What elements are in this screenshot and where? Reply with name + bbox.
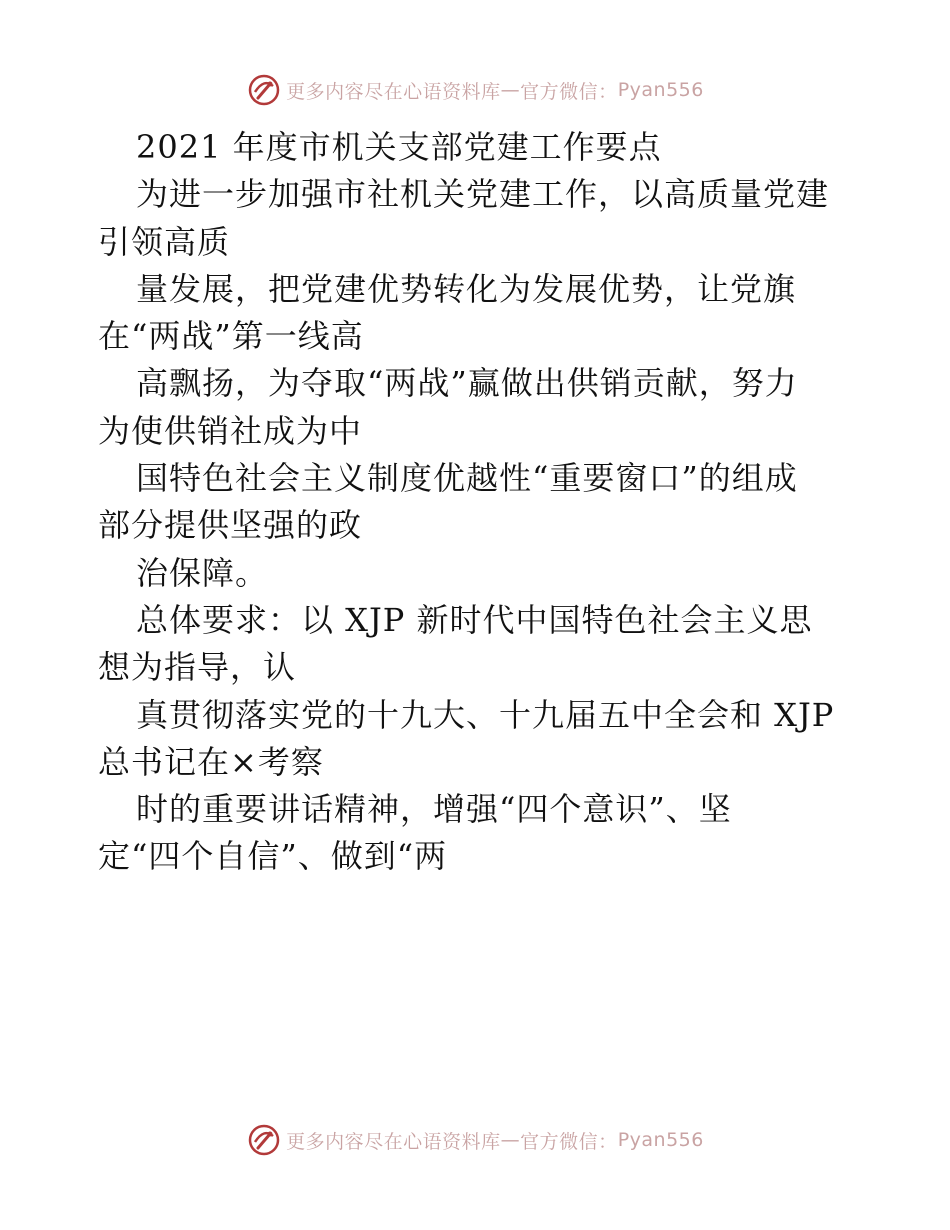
text-line: 在“两战”第一线高 (98, 317, 364, 356)
watermark-contact-id: Pyan556 (617, 79, 704, 101)
watermark-contact-label: 官方微信： (520, 1130, 618, 1153)
text-line: 高飘扬，为夺取“两战”赢做出供销贡献，努力 (136, 364, 798, 403)
watermark-contact-label: 官方微信： (520, 80, 618, 103)
watermark-text: 更多内容尽在心语资料库 (286, 80, 501, 103)
text-line: 总体要求：以 XJP 新时代中国特色社会主义思 (136, 600, 813, 639)
text-line: 为进一步加强市社机关党建工作，以高质量党建 (136, 175, 830, 214)
text-line: 量发展，把党建优势转化为发展优势，让党旗 (136, 269, 797, 308)
text-line: 真贯彻落实党的十九大、十九届五中全会和 XJP (136, 695, 835, 734)
watermark-footer (0, 1120, 950, 1160)
text-line: 定“四个自信”、做到“两 (98, 837, 448, 876)
text-line: 引领高质 (98, 222, 231, 261)
watermark-dash: — (500, 1129, 521, 1151)
watermark-contact-id: Pyan556 (617, 1129, 704, 1151)
text-line: 国特色社会主义制度优越性“重要窗口”的组成 (136, 459, 798, 498)
text-line: 想为指导，认 (98, 648, 297, 687)
watermark-text: 更多内容尽在心语资料库 (286, 1130, 501, 1153)
text-line: 部分提供坚强的政 (98, 506, 363, 545)
document-body (98, 124, 858, 881)
watermark-logo-icon (246, 1122, 282, 1158)
watermark-header (0, 70, 950, 110)
text-line: 治保障。 (136, 553, 269, 592)
text-line: 时的重要讲话精神，增强“四个意识”、坚 (136, 790, 732, 829)
watermark-dash: — (500, 79, 521, 101)
text-line: 2021 年度市机关支部党建工作要点 (136, 128, 662, 166)
watermark-logo-icon (246, 72, 282, 108)
text-line: 总书记在×考察 (98, 742, 324, 781)
text-line: 为使供销社成为中 (98, 411, 363, 450)
